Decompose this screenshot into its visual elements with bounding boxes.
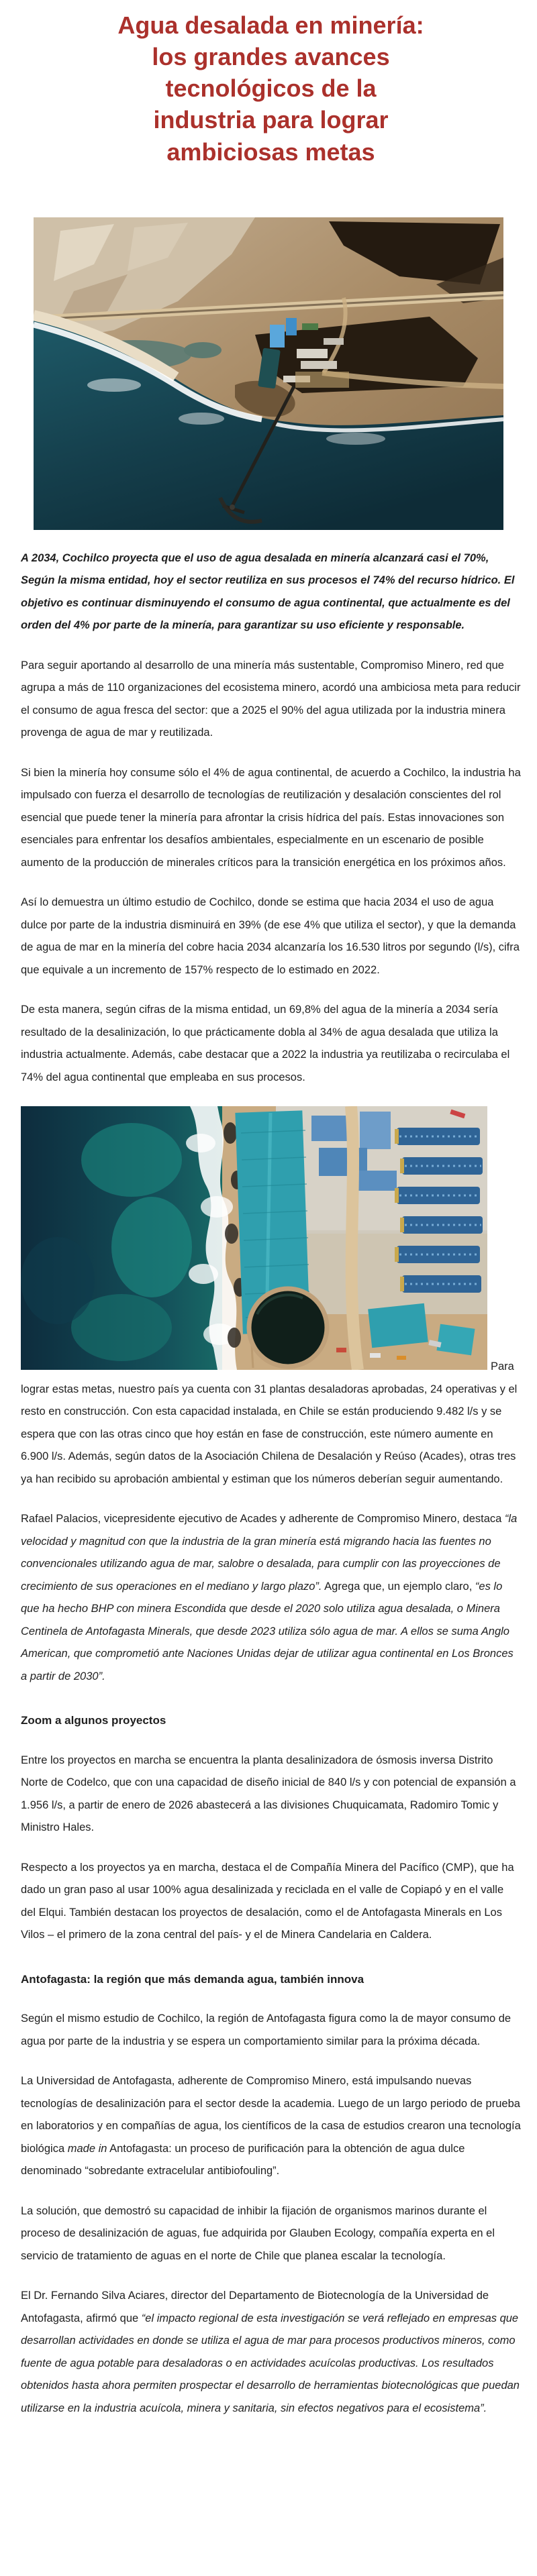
paragraph-text: Si bien la minería hoy consume sólo el 4% de agua continental, de acuerdo a Cochilco, la industria ha impulsado con fuerza el desarrollo de tecnologías de reutilización y desalación conscientes del rol esencial que puede tener la minería para afrontar la crisis hídrica del país. Estas innovaciones son esenciales para enfrentar los desafíos ambientales, especialmente en un escenario de posible aumento de la producción de minerales críticos para la transición energética en los próximos años. <box>21 766 521 869</box>
title-line: los grandes avances <box>152 43 390 71</box>
hero-coast-photo <box>34 217 503 530</box>
paragraph-solucion <box>21 2200 521 2268</box>
paragraph-text: Rafael Palacios, vicepresidente ejecutivo de Acades y adherente de Compromiso Minero, destaca <box>21 1513 505 1525</box>
paragraph-text: Antofagasta: un proceso de purificación para la obtención de agua dulce denominado “sobredante extracelular antibiofouling”. <box>21 2142 465 2178</box>
quote-text: “el impacto regional de esta investigación se verá reflejado en empresas que desarrollan actividades en donde se utiliza el agua de mar para procesos productivos mineros, como fuente de agua potable para desaladoras o en actividades acuícolas productivas. Los resultados obtenidos hasta ahora permiten prospectar el desarrollo de herramientas biotecnológicas que puedan utilizarse en la industria acuícola, minera y sanitaria, sin efectos negativos para el ecosistema”. <box>21 2312 520 2414</box>
title-line: ambiciosas metas <box>166 138 375 166</box>
quote-text: “es lo que ha hecho BHP con minera Escondida que desde el 2020 solo utiliza agua desalada, o Minera Centinela de Antofagasta Minerals, que desde 2023 utiliza sólo agua de mar. A ellos se suma Anglo American, que comprometió ante Naciones Unidas dejar de utilizar agua continental en Los Bronces a partir de 2030”. <box>21 1580 514 1682</box>
desalination-plant-photo <box>21 1106 487 1370</box>
section-heading-antofagasta: Antofagasta: la región que más demanda agua, también innova <box>21 1972 364 1986</box>
quote-text: “la velocidad y magnitud con que la industria de la gran minería está migrando hacia las fuentes no convencionales utilizando agua de mar, salobre o desalada, para cumplir con las proyecciones de crecimiento de sus operaciones en el mediano y largo plazo”. <box>21 1513 518 1593</box>
paragraph-lead <box>21 547 521 637</box>
paragraph-region <box>21 2008 521 2053</box>
paragraph-text: Respecto a los proyectos ya en marcha, destaca el de Compañía Minera del Pacífico (CMP), que ha dado un gran paso al usar 100% agua desalinizada y reciclada en el valle de Copiapó y en el valle del Elqui. También destacan los proyectos de desalación, como el de Antofagasta Minerals en Los Vilos – el primero de la zona central del país- y el de Minera Candelaria en Caldera. <box>21 1861 514 1941</box>
paragraph-text: Así lo demuestra un último estudio de Cochilco, donde se estima que hacia 2034 el uso de agua dulce por parte de la industria disminuirá en 39% (de ese 4% que utiliza el sector), y que la demanda de agua de mar en la minería del cobre hacia 2034 alcanzaría los 16.530 litros por segundo (l/s), cifra que equivale a un incremento de 157% respecto de lo estimado en 2022. <box>21 896 520 976</box>
paragraph-text: De esta manera, según cifras de la misma entidad, un 69,8% del agua de la minería a 2034 sería resultado de la desalinización, lo que prácticamente dobla al 34% de agua desalada que utiliza la industria actualmente. Además, cabe destacar que a 2022 la industria ya reutilizaba o recirculaba el 74% del agua continental que empleaba en sus procesos. <box>21 1004 510 1083</box>
paragraph-silva <box>21 2285 521 2420</box>
paragraph-universidad <box>21 2070 521 2183</box>
paragraph-text: Para lograr estas metas, nuestro país ya cuenta con 31 plantas desaladoras aprobadas, 24 operativas y el resto en construcción. Con esta capacidad instalada, en Chile se están produciendo 9.482 l/s y se espera que con las otras cinco que hoy están en fase de construcción, este número aumente en 6.900 l/s. Además, según datos de la Asociación Chilena de Desalación y Reúso (Acades), otras tres ya han recibido su aprobación ambiental y estiman que los números deberían seguir aumentando. <box>21 1360 518 1485</box>
plant-photo-figure <box>21 1106 487 1370</box>
paragraph-codelco <box>21 1750 521 1839</box>
paragraph-text: La Universidad de Antofagasta, adherente de Compromiso Minero, está impulsando nuevas tecnologías de desalinización para el sector desde la academia. Luego de un largo periodo de prueba en laboratorios y en compañías de agua, los científicos de la casa de estudios crearon una tecnología biológica <box>21 2075 521 2155</box>
paragraph-compromiso <box>21 655 521 745</box>
paragraph-text: El Dr. Fernando Silva Aciares, director del Departamento de Biotecnología de la Universidad de Antofagasta, afirmó que <box>21 2290 489 2324</box>
paragraph-estudio <box>21 892 521 981</box>
lead-text: A 2034, Cochilco proyecta que el uso de agua desalada en minería alcanzará casi el 70%, Según la misma entidad, hoy el sector reutiliza en sus procesos el 74% del recurso hídrico. El objetivo es continuar disminuyendo el consumo de agua continental, que actualmente es del orden del 4% por parte de la minería, para garantizar su uso eficiente y responsable. <box>21 551 515 632</box>
paragraph-metas <box>21 1106 521 1491</box>
paragraph-cmp <box>21 1857 521 1947</box>
title-line: industria para lograr <box>153 106 389 134</box>
paragraph-desalinizacion <box>21 999 521 1089</box>
paragraph-text: Para seguir aportando al desarrollo de una minería más sustentable, Compromiso Minero, red que agrupa a más de 110 organizaciones del ecosistema minero, acordó una ambiciosa meta para reducir el consumo de agua fresca del sector: que a 2025 el 90% del agua utilizada por la industria minera provenga de agua de mar y reutilizada. <box>21 659 521 739</box>
paragraph-text: La solución, que demostró su capacidad de inhibir la fijación de organismos marinos durante el proceso de desalinización de aguas, fue adquirida por Glauben Ecology, compañía experta en el servicio de tratamiento de aguas en el norte de Chile que planea escalar la tecnología. <box>21 2204 495 2262</box>
hero-figure <box>34 217 503 530</box>
emphasis-text: made in <box>67 2142 107 2155</box>
title-line: Agua desalada en minería: <box>117 11 424 39</box>
paragraph-text: Según el mismo estudio de Cochilco, la región de Antofagasta figura como la de mayor consumo de agua por parte de la industria y se espera un comportamiento similar para la próxima década. <box>21 2012 511 2047</box>
page-title <box>101 9 440 168</box>
paragraph-consumo <box>21 762 521 875</box>
title-line: tecnológicos de la <box>165 74 377 103</box>
paragraph-text: Entre los proyectos en marcha se encuentra la planta desalinizadora de ósmosis inversa Distrito Norte de Codelco, que con una capacidad de diseño inicial de 840 l/s y con potencial de expansión a 1.956 l/s, a partir de enero de 2026 abastecerá a las divisiones Chuquicamata, Radomiro Tomic y Ministro Hales. <box>21 1754 516 1834</box>
paragraph-text: Agrega que, un ejemplo claro, <box>322 1580 475 1593</box>
section-heading-projects: Zoom a algunos proyectos <box>21 1714 166 1727</box>
paragraph-palacios <box>21 1508 521 1688</box>
